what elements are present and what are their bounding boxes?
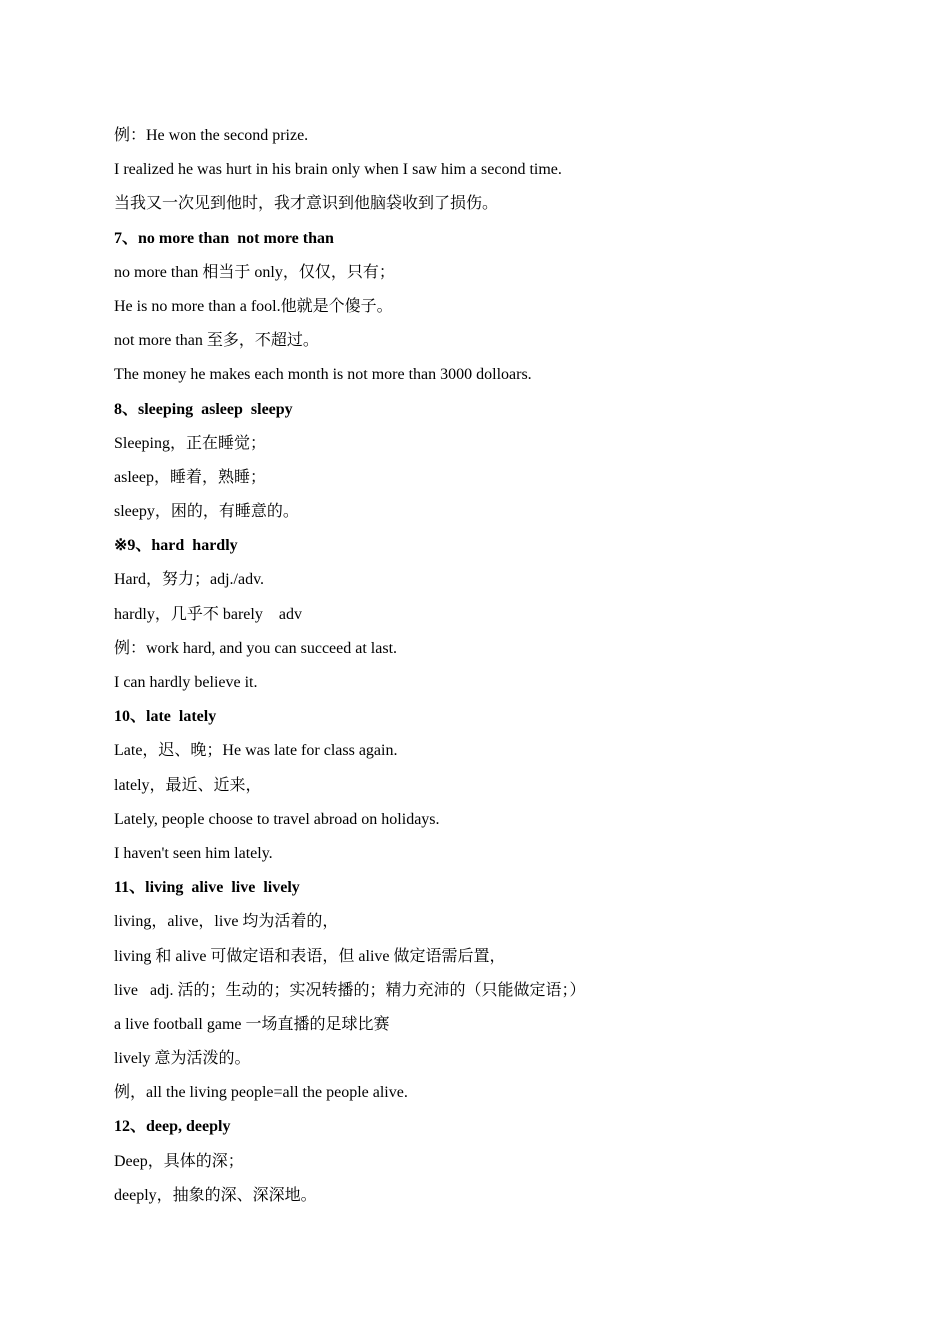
- section-heading: 10、late lately: [114, 708, 217, 726]
- text-line: Late，迟、晚；He was late for class again.: [114, 742, 398, 760]
- text-line: Deep，具体的深；: [114, 1152, 244, 1170]
- text-line: 例，all the living people=all the people alive.: [114, 1084, 408, 1102]
- text-line: He is no more than a fool.他就是个傻子。: [114, 297, 393, 315]
- text-line: asleep，睡着，熟睡；: [114, 468, 266, 486]
- text-line: not more than 至多，不超过。: [114, 332, 319, 350]
- text-line: live adj. 活的；生动的；实况转播的；精力充沛的（只能做定语；）: [114, 981, 586, 999]
- document-body: [114, 123, 874, 1217]
- section-heading: 8、sleeping asleep sleepy: [114, 400, 293, 418]
- section-heading: 11、living alive live lively: [114, 879, 300, 897]
- text-line: living，alive，live 均为活着的，: [114, 913, 339, 931]
- text-line: deeply，抽象的深、深深地。: [114, 1186, 317, 1204]
- text-line: living 和 alive 可做定语和表语，但 alive 做定语需后置，: [114, 947, 506, 965]
- text-line: 例：work hard, and you can succeed at last.: [114, 639, 398, 657]
- text-line: lively 意为活泼的。: [114, 1050, 251, 1068]
- text-line: sleepy，困的，有睡意的。: [114, 503, 299, 521]
- text-line: Lately, people choose to travel abroad on holidays.: [114, 810, 440, 828]
- text-line: hardly，几乎不 barely adv: [114, 605, 302, 623]
- text-line: no more than 相当于 only，仅仅，只有；: [114, 263, 395, 281]
- text-line: I haven't seen him lately.: [114, 844, 273, 862]
- text-line: 例：He won the second prize.: [114, 127, 309, 144]
- section-heading: ※9、hard hardly: [114, 537, 238, 555]
- text-line: I can hardly believe it.: [114, 674, 258, 691]
- text-line: Sleeping，正在睡觉；: [114, 434, 266, 452]
- text-line: I realized he was hurt in his brain only when I saw him a second time.: [114, 161, 562, 179]
- section-heading: 12、deep, deeply: [114, 1118, 231, 1136]
- text-line: lately，最近、近来，: [114, 776, 262, 794]
- text-line: a live football game 一场直播的足球比赛: [114, 1015, 390, 1033]
- text-line: Hard，努力；adj./adv.: [114, 571, 265, 589]
- text-line: 当我又一次见到他时，我才意识到他脑袋收到了损伤。: [114, 195, 499, 213]
- section-heading: 7、no more than not more than: [114, 229, 334, 247]
- text-line: The money he makes each month is not more than 3000 dolloars.: [114, 366, 532, 384]
